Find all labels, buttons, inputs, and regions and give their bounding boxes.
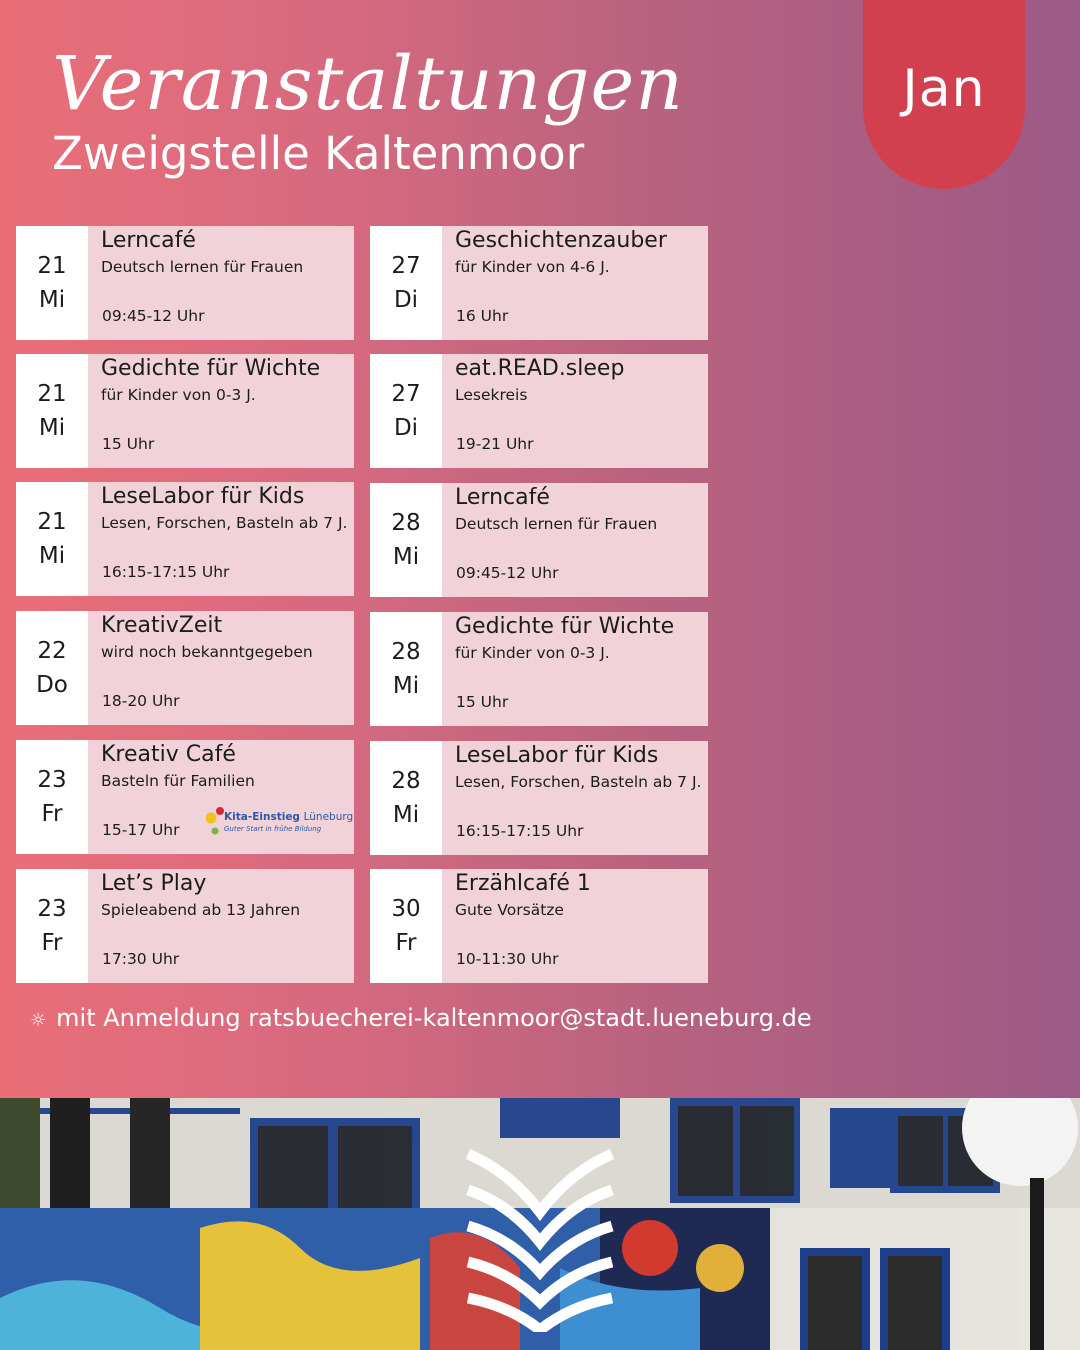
event-time: 16 Uhr	[456, 307, 509, 325]
event-info	[88, 869, 354, 983]
event-name: eat.READ.sleep	[455, 356, 625, 381]
month-badge	[863, 0, 1025, 189]
event-date	[16, 869, 88, 983]
event-info	[442, 226, 708, 340]
event-name: Let’s Play	[101, 871, 207, 896]
event-name: Lerncafé	[455, 485, 550, 510]
event-description: für Kinder von 0-3 J.	[101, 386, 256, 404]
event-day: 21	[37, 381, 67, 407]
event-info	[88, 354, 354, 468]
event-day: 23	[37, 767, 67, 793]
page-subtitle: Zweigstelle Kaltenmoor	[52, 127, 585, 180]
event-description: Basteln für Familien	[101, 772, 255, 790]
event-date	[370, 869, 442, 983]
event-day: 22	[37, 638, 67, 664]
event-weekday: Di	[393, 415, 419, 441]
event-date	[370, 741, 442, 855]
event-day: 28	[391, 639, 421, 665]
event-weekday: Di	[393, 287, 419, 313]
event-card	[16, 226, 354, 340]
event-day: 23	[37, 896, 67, 922]
event-time: 09:45-12 Uhr	[456, 564, 559, 582]
event-weekday: Mi	[392, 802, 420, 828]
event-date	[16, 482, 88, 596]
event-date	[370, 226, 442, 340]
event-date	[16, 611, 88, 725]
event-weekday: Fr	[41, 801, 63, 827]
event-description: wird noch bekanntgegeben	[101, 643, 313, 661]
event-date	[16, 354, 88, 468]
event-time: 19-21 Uhr	[456, 435, 534, 453]
event-card	[16, 611, 354, 725]
event-card	[370, 226, 708, 340]
event-name: Lerncafé	[101, 228, 196, 253]
event-description: Deutsch lernen für Frauen	[455, 515, 658, 533]
event-info	[442, 612, 708, 726]
event-info	[88, 226, 354, 340]
event-day: 30	[391, 896, 421, 922]
event-time: 16:15-17:15 Uhr	[456, 822, 584, 840]
event-description: Lesen, Forschen, Basteln ab 7 J.	[455, 773, 702, 791]
event-name: Gedichte für Wichte	[455, 614, 675, 639]
page-title: Veranstaltungen	[52, 41, 684, 127]
event-time: 15 Uhr	[102, 435, 155, 453]
event-day: 28	[391, 768, 421, 794]
event-weekday: Mi	[38, 543, 66, 569]
event-description: Gute Vorsätze	[455, 901, 564, 919]
event-name: Kreativ Café	[101, 742, 236, 767]
event-description: für Kinder von 4-6 J.	[455, 258, 610, 276]
event-day: 27	[391, 253, 421, 279]
event-info	[88, 482, 354, 596]
event-card	[16, 740, 354, 854]
event-day: 27	[391, 381, 421, 407]
event-info	[442, 354, 708, 468]
event-description: für Kinder von 0-3 J.	[455, 644, 610, 662]
event-weekday: Fr	[41, 930, 63, 956]
event-info	[442, 741, 708, 855]
sun-icon: ☼	[30, 1010, 47, 1031]
event-time: 09:45-12 Uhr	[102, 307, 205, 325]
event-name: KreativZeit	[101, 613, 223, 638]
event-card	[370, 483, 708, 597]
event-info	[88, 611, 354, 725]
event-weekday: Mi	[38, 415, 66, 441]
event-day: 28	[391, 510, 421, 536]
event-day: 21	[37, 509, 67, 535]
event-description: Spieleabend ab 13 Jahren	[101, 901, 301, 919]
event-date	[370, 354, 442, 468]
event-description: Lesen, Forschen, Basteln ab 7 J.	[101, 514, 348, 532]
event-card	[370, 741, 708, 855]
event-time: 18-20 Uhr	[102, 692, 180, 710]
event-card	[370, 612, 708, 726]
event-name: LeseLabor für Kids	[455, 743, 659, 768]
event-date	[370, 612, 442, 726]
event-name: Erzählcafé 1	[455, 871, 591, 896]
event-weekday: Fr	[395, 930, 417, 956]
event-name: Geschichtenzauber	[455, 228, 667, 253]
event-info	[442, 869, 708, 983]
event-time: 10-11:30 Uhr	[456, 950, 559, 968]
registration-note-text: mit Anmeldung ratsbuecherei-kaltenmoor@stadt.lueneburg.de	[56, 1004, 812, 1032]
partner-logo	[206, 806, 354, 846]
event-card	[16, 482, 354, 596]
event-date	[370, 483, 442, 597]
event-time: 17:30 Uhr	[102, 950, 180, 968]
event-description: Lesekreis	[455, 386, 528, 404]
event-info	[88, 740, 354, 854]
partner-logo-name: Kita-Einstieg Lüneburg	[224, 811, 354, 823]
event-card	[16, 354, 354, 468]
event-weekday: Mi	[38, 287, 66, 313]
partner-logo-tagline: Guter Start in frühe Bildung	[224, 825, 322, 833]
event-weekday: Do	[36, 672, 68, 698]
event-time: 15 Uhr	[456, 693, 509, 711]
event-name: LeseLabor für Kids	[101, 484, 305, 509]
event-card	[370, 354, 708, 468]
event-day: 21	[37, 253, 67, 279]
registration-note	[30, 998, 812, 1041]
event-card	[16, 869, 354, 983]
event-time: 16:15-17:15 Uhr	[102, 563, 230, 581]
event-info	[442, 483, 708, 597]
event-description: Deutsch lernen für Frauen	[101, 258, 304, 276]
event-time: 15-17 Uhr	[102, 821, 180, 839]
library-book-logo	[460, 1142, 620, 1332]
month-label: Jan	[902, 58, 986, 119]
event-date	[16, 740, 88, 854]
event-weekday: Mi	[392, 544, 420, 570]
event-name: Gedichte für Wichte	[101, 356, 321, 381]
partner-dots-icon	[206, 806, 224, 836]
event-weekday: Mi	[392, 673, 420, 699]
event-card	[370, 869, 708, 983]
event-date	[16, 226, 88, 340]
